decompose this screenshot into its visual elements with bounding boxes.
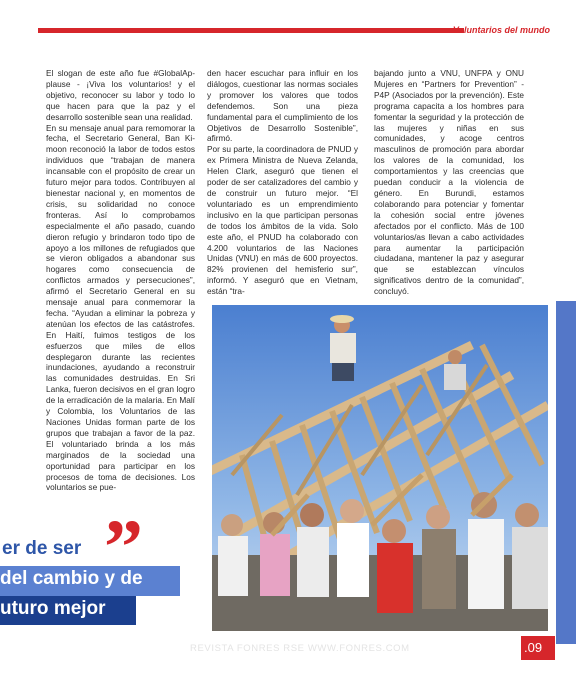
article-column-1: [46, 68, 195, 493]
footer-publication: REVISTA FONRES RSE WWW.FONRES.COM: [190, 643, 410, 654]
side-accent-bar: [556, 301, 576, 644]
paragraph: den hacer escuchar para influir en los diálogos, cuestionar las normas sociales y promover los valores que todos defendemos. Son una pieza fundamental para el cumplimiento de los Objetivos de Desarrollo Sostenible”, afirmó.: [207, 68, 358, 144]
article-column-3: [374, 68, 524, 297]
page-number: .09: [524, 640, 543, 655]
header-rule: [38, 28, 464, 33]
paragraph: El slogan de este año fue #GlobalApplause - ¡Viva los voluntarios! y el objetivo, reconocer su labor y todo lo que hacen para que la paz y el desarrollo sostenible sean una realidad.: [46, 68, 195, 122]
paragraph: En su mensaje anual para remomorar la fecha, el Secretario General, Ban Ki-moon reconoció la labor de todos estos individuos que “trabajan de manera incansable con el propósito de crear un futuro mejor para todos. Contribuyen al bienestar nacional y, en momentos de crisis, su solidaridad no conoce fronteras. Así lo comprobamos especialmente el año pasado, cuando dieron refugio y brindaron todo tipo de apoyo a los millones de refugiados que se vieron obligados a abandonar sus hogares como consecuencia de conflictos armados y persecuciones”, afirmó el Secretario General en su mensaje anual para conmemorar la fecha. “Ayudan a eliminar la pobreza y atenúan los efectos de las catástrofes. En Haití, fuimos testigos de los esfuerzos que miles de ellos desplegaron durante las recientes inundaciones, ayudando a reconstruir las comunidades destruidas. En Sri Lanka, fueron decisivos en el gran logro de la erradicación de la malaria. En Malí y Colombia, los Voluntarios de las Naciones Unidas forman parte de los grupos que trabajan a favor de la paz. El voluntariado brinda a los más marginados de la sociedad una oportunidad para participar en los procesos de toma de decisiones. Los voluntarios se pue-: [46, 122, 195, 493]
quote-mark-icon: ”: [104, 503, 143, 590]
pull-quote-line: er de ser: [2, 538, 82, 559]
article-column-2: [207, 68, 358, 297]
volunteers-photo: [212, 305, 548, 631]
section-label: Voluntarios del mundo: [452, 25, 550, 35]
pull-quote-line: del cambio y de: [0, 568, 143, 589]
paragraph: Por su parte, la coordinadora de PNUD y ex Primera Ministra de Nueva Zelanda, Helen Clark, aseguró que tienen el poder de ser catalizadores del cambio y de construir un futuro mejor. “El voluntariado es un emprendimiento inclusivo en la que participan personas de todos los ámbitos de la vida. Solo este año, el PNUD ha colaborado con 4.200 voluntarios de las Naciones Unidas (VNU) en más de 600 proyectos. 82% provienen del hemisferio sur”, informó. Y aseguró que en Vietnam, están “tra-: [207, 144, 358, 297]
pull-quote-line: uturo mejor: [0, 598, 106, 619]
paragraph: bajando junto a VNU, UNFPA y ONU Mujeres en “Partners for Prevention” - P4P (Asociados por la prevención). Este programa capacita a los hombres para fomentar la seguridad y la protección de las mujeres y niñas en sus comunidades, y acoge centros masculinos de promoción para abordar los valores de la comunidad, los comportamientos y las creencias que puedan conducir a la violencia de género. En Burundi, estamos colaborando para potenciar y fomentar la cohesión social entre jóvenes afectados por el conflicto. Más de 100 voluntarios/as llevan a cabo actividades para aumentar la participación ciudadana, mantener la paz y asegurar que se establezcan vínculos significativos dentro de la comunidad”, concluyó.: [374, 68, 524, 297]
